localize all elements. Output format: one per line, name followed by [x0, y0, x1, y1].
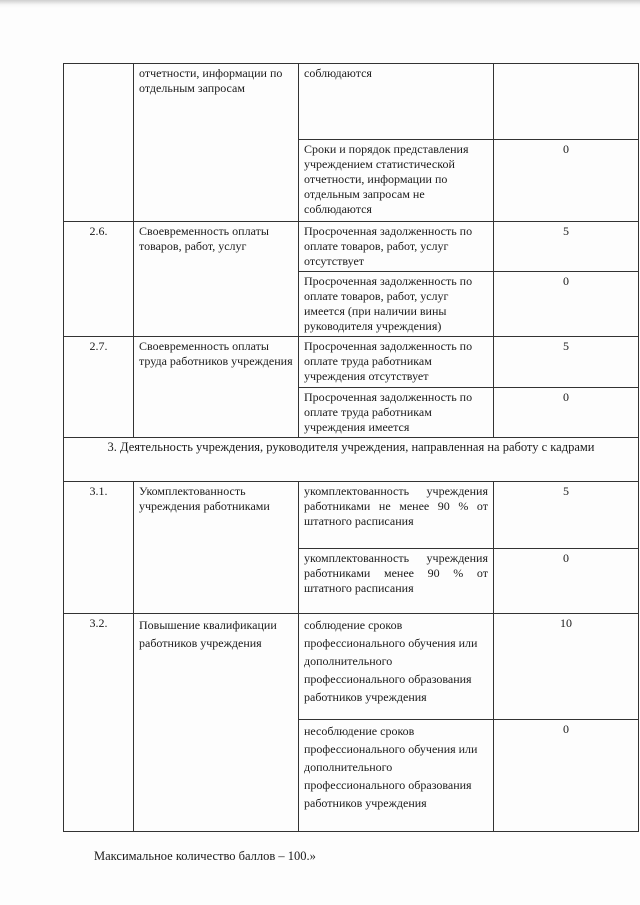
- condition-cell: Сроки и порядок представления учреждением статистической отчетности, информации по отдельным запросам не соблюдаются: [299, 140, 494, 222]
- criterion-cell: Своевременность оплаты труда работников учреждения: [134, 337, 299, 438]
- condition-cell: Просроченная задолженность по оплате труда работникам учреждения отсутствует: [299, 337, 494, 388]
- criterion-cell: Своевременность оплаты товаров, работ, услуг: [134, 222, 299, 337]
- max-score-note: Максимальное количество баллов – 100.»: [94, 849, 316, 863]
- score-cell: [494, 64, 639, 140]
- condition-cell: несоблюдение сроков профессионального обучения или дополнительного профессионального образования работников учреждения: [299, 720, 494, 832]
- section-row: [64, 438, 639, 482]
- score-cell: 5: [494, 337, 639, 388]
- score-cell: 0: [494, 549, 639, 614]
- row-number-cell: [64, 64, 134, 222]
- condition-cell: Просроченная задолженность по оплате товаров, работ, услуг отсутствует: [299, 222, 494, 272]
- criterion-cell: отчетности, информации по отдельным запросам: [134, 64, 299, 222]
- condition-cell: укомплектованность учреждения работниками менее 90 % от штатного расписания: [299, 549, 494, 614]
- criteria-table: [63, 63, 639, 832]
- score-cell: 5: [494, 482, 639, 549]
- score-cell: 0: [494, 720, 639, 832]
- score-cell: 5: [494, 222, 639, 272]
- section-heading: 3. Деятельность учреждения, руководителя учреждения, направленная на работу с кадрами: [64, 438, 639, 482]
- criterion-cell: Повышение квалификации работников учреждения: [134, 614, 299, 832]
- condition-cell: соблюдение сроков профессионального обучения или дополнительного профессионального образования работников учреждения: [299, 614, 494, 720]
- row-number-cell: 2.7.: [64, 337, 134, 438]
- table-row: [64, 64, 639, 140]
- row-number-cell: 3.1.: [64, 482, 134, 614]
- scan-top-edge: [0, 0, 640, 8]
- condition-cell: Просроченная задолженность по оплате труда работникам учреждения имеется: [299, 388, 494, 438]
- row-number-cell: 2.6.: [64, 222, 134, 337]
- condition-cell: соблюдаются: [299, 64, 494, 140]
- score-cell: 0: [494, 272, 639, 337]
- score-cell: 0: [494, 140, 639, 222]
- table-row: [64, 614, 639, 720]
- row-number-cell: 3.2.: [64, 614, 134, 832]
- criterion-cell: Укомплектованность учреждения работниками: [134, 482, 299, 614]
- score-cell: 10: [494, 614, 639, 720]
- condition-cell: Просроченная задолженность по оплате товаров, работ, услуг имеется (при наличии вины руководителя учреждения): [299, 272, 494, 337]
- condition-cell: укомплектованность учреждения работниками не менее 90 % от штатного расписания: [299, 482, 494, 549]
- table-row: [64, 482, 639, 549]
- table-row: [64, 222, 639, 272]
- score-cell: 0: [494, 388, 639, 438]
- table-row: [64, 337, 639, 388]
